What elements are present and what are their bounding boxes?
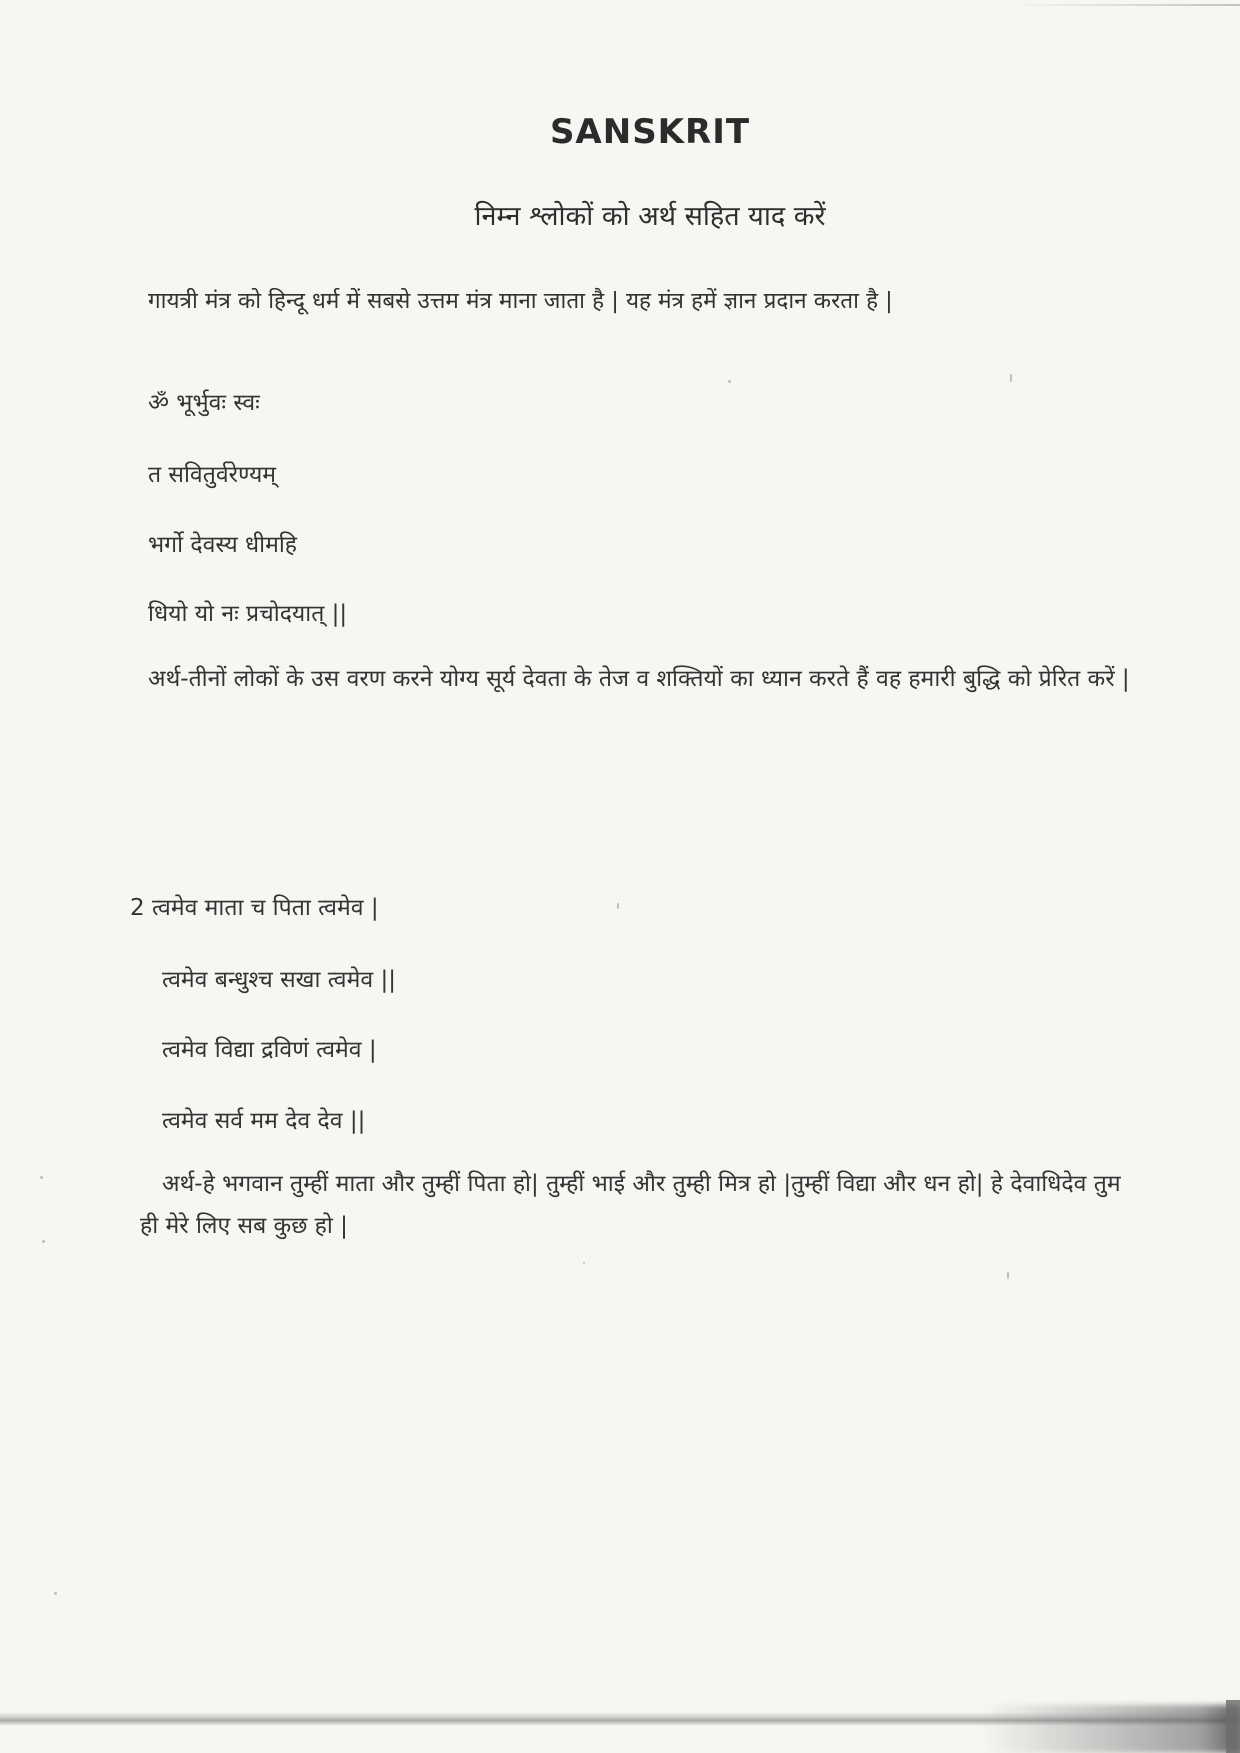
scan-speck (583, 1262, 585, 1264)
mantra2-meaning: अर्थ-हे भगवान तुम्हीं माता और तुम्हीं पिता हो| तुम्हीं भाई और तुम्ही मित्र हो |तुम्हीं विद्या और धन हो| हे देवाधिदेव तुम ही मेरे लिए सब कुछ हो | (140, 1171, 1121, 1239)
mantra2-line-3: त्वमेव विद्या द्रविणं त्वमेव | (162, 1037, 377, 1063)
page-title: SANSKRIT (549, 112, 751, 152)
intro-text: गायत्री मंत्र को हिन्दू धर्म में सबसे उत्तम मंत्र माना जाता है | यह मंत्र हमें ज्ञान प्रदान करता है | (148, 288, 893, 314)
mantra1-line-4: धियो यो नः प्रचोदयात् || (148, 601, 348, 627)
scan-artifact-corner-shadow (980, 1705, 1240, 1753)
scan-speck (728, 380, 731, 383)
mantra2-line-4: त्वमेव सर्व मम देव देव || (162, 1108, 366, 1134)
scan-artifact-right-edge (1226, 1700, 1240, 1753)
mantra2-line-1: 2 त्वमेव माता च पिता त्वमेव | (130, 895, 379, 921)
scan-speck (54, 1592, 57, 1595)
mantra1-meaning: अर्थ-तीनों लोकों के उस वरण करने योग्य सूर्य देवता के तेज व शक्तियों का ध्यान करते हैं वह हमारी बुद्धि को प्रेरित करें | (148, 666, 1130, 692)
mantra1-line-3: भर्गो देवस्य धीमहि (148, 532, 298, 558)
scan-artifact-top (1010, 4, 1240, 6)
instruction-heading: निम्न श्लोकों को अर्थ सहित याद करें (474, 201, 826, 232)
scan-speck (1007, 1272, 1009, 1279)
scan-speck (42, 1240, 45, 1243)
scan-speck (40, 1176, 43, 1179)
mantra2-line-2: त्वमेव बन्धुश्च सखा त्वमेव || (162, 967, 396, 993)
scan-speck (617, 903, 619, 909)
mantra1-line-2: त सवितुर्वरेण्यम् (148, 462, 277, 488)
mantra1-line-1: ॐ भूर्भुवः स्वः (148, 390, 260, 416)
scan-speck (1010, 374, 1012, 382)
